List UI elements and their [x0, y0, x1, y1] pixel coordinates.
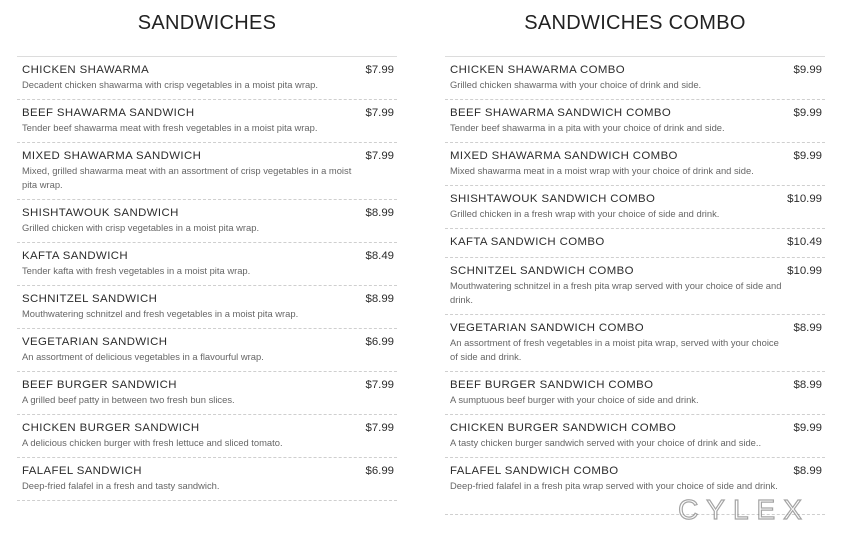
item-name: CHICKEN BURGER SANDWICH COMBO [450, 422, 677, 434]
menu-item [17, 458, 397, 501]
item-description: Deep-fried falafel in a fresh pita wrap served with your choice of side and drink. [450, 480, 778, 491]
item-price: $6.99 [365, 336, 394, 348]
menu-item [445, 100, 825, 143]
sandwiches-list [17, 56, 397, 501]
item-name: BEEF BURGER SANDWICH COMBO [450, 379, 654, 391]
item-description: Deep-fried falafel in a fresh and tasty sandwich. [22, 480, 220, 491]
menu-item [17, 415, 397, 458]
item-price: $9.99 [793, 422, 822, 434]
item-description: Grilled chicken with crisp vegetables in a moist pita wrap. [22, 222, 260, 233]
item-price: $8.99 [793, 322, 822, 334]
item-name: CHICKEN BURGER SANDWICH [22, 422, 200, 434]
combos-title: SANDWICHES COMBO [524, 12, 746, 34]
item-description: Grilled chicken in a fresh wrap with your choice of side and drink. [450, 208, 720, 219]
menu-item [17, 372, 397, 415]
item-price: $10.99 [787, 265, 822, 277]
item-description: Tender beef shawarma meat with fresh vegetables in a moist pita wrap. [22, 122, 318, 133]
item-description: A sumptuous beef burger with your choice of side and drink. [450, 394, 699, 405]
item-name: SHISHTAWOUK SANDWICH [22, 207, 179, 219]
item-price: $7.99 [365, 150, 394, 162]
item-description: A delicious chicken burger with fresh lettuce and sliced tomato. [22, 437, 283, 448]
menu-item [17, 286, 397, 329]
item-price: $10.49 [787, 236, 822, 248]
menu-item [445, 258, 825, 315]
sandwiches-title: SANDWICHES [137, 12, 277, 34]
item-name: SHISHTAWOUK SANDWICH COMBO [450, 193, 656, 205]
item-description: Mixed, grilled shawarma meat with an assortment of crisp vegetables in a moist pita wrap. [22, 165, 352, 190]
menu-item [445, 415, 825, 458]
sandwiches-column [17, 0, 397, 501]
item-price: $9.99 [793, 150, 822, 162]
menu-item [445, 57, 825, 100]
item-name: SCHNITZEL SANDWICH [22, 293, 158, 305]
item-name: MIXED SHAWARMA SANDWICH [22, 150, 202, 162]
cylex-watermark-logo [639, 495, 849, 525]
menu-item [17, 100, 397, 143]
item-price: $8.49 [365, 250, 394, 262]
item-price: $7.99 [365, 64, 394, 76]
menu-item [445, 372, 825, 415]
item-name: BEEF SHAWARMA SANDWICH COMBO [450, 107, 672, 119]
watermark-text: CYLEX [678, 495, 810, 525]
item-price: $7.99 [365, 379, 394, 391]
menu-item [17, 200, 397, 243]
item-name: MIXED SHAWARMA SANDWICH COMBO [450, 150, 678, 162]
menu-item [17, 57, 397, 100]
item-description: Grilled chicken shawarma with your choice of drink and side. [450, 79, 702, 90]
menu-item [17, 329, 397, 372]
item-name: BEEF SHAWARMA SANDWICH [22, 107, 195, 119]
item-name: FALAFEL SANDWICH [22, 465, 142, 477]
combos-column [445, 0, 825, 515]
menu-item [17, 143, 397, 200]
item-description: Mouthwatering schnitzel and fresh vegetables in a moist pita wrap. [22, 308, 299, 319]
item-price: $6.99 [365, 465, 394, 477]
item-name: CHICKEN SHAWARMA COMBO [450, 64, 626, 76]
item-name: FALAFEL SANDWICH COMBO [450, 465, 619, 477]
item-description: Mouthwatering schnitzel in a fresh pita wrap served with your choice of side and drink. [450, 280, 782, 305]
item-name: KAFTA SANDWICH COMBO [450, 236, 605, 248]
item-price: $8.99 [793, 379, 822, 391]
menu-item [445, 143, 825, 186]
item-price: $7.99 [365, 422, 394, 434]
item-name: VEGETARIAN SANDWICH COMBO [450, 322, 644, 334]
item-name: KAFTA SANDWICH [22, 250, 129, 262]
item-description: A tasty chicken burger sandwich served with your choice of drink and side.. [450, 437, 762, 448]
item-name: CHICKEN SHAWARMA [22, 64, 150, 76]
item-price: $10.99 [787, 193, 822, 205]
item-price: $8.99 [365, 293, 394, 305]
item-description: An assortment of fresh vegetables in a moist pita wrap, served with your choice of side and drink. [450, 337, 779, 362]
item-description: Decadent chicken shawarma with crisp vegetables in a moist pita wrap. [22, 79, 318, 90]
item-price: $8.99 [793, 465, 822, 477]
item-description: Tender kafta with fresh vegetables in a moist pita wrap. [22, 265, 251, 276]
item-price: $7.99 [365, 107, 394, 119]
item-price: $9.99 [793, 107, 822, 119]
item-description: An assortment of delicious vegetables in a flavourful wrap. [22, 351, 264, 362]
item-description: Tender beef shawarma in a pita with your choice of drink and side. [450, 122, 725, 133]
item-name: SCHNITZEL SANDWICH COMBO [450, 265, 634, 277]
combos-list [445, 56, 825, 515]
item-description: A grilled beef patty in between two fresh bun slices. [22, 394, 235, 405]
item-price: $8.99 [365, 207, 394, 219]
item-price: $9.99 [793, 64, 822, 76]
item-name: BEEF BURGER SANDWICH [22, 379, 177, 391]
item-name: VEGETARIAN SANDWICH [22, 336, 168, 348]
menu-item [445, 186, 825, 229]
menu-item [445, 229, 825, 258]
menu-item [17, 243, 397, 286]
menu-item [445, 315, 825, 372]
item-description: Mixed shawarma meat in a moist wrap with your choice of drink and side. [450, 165, 754, 176]
